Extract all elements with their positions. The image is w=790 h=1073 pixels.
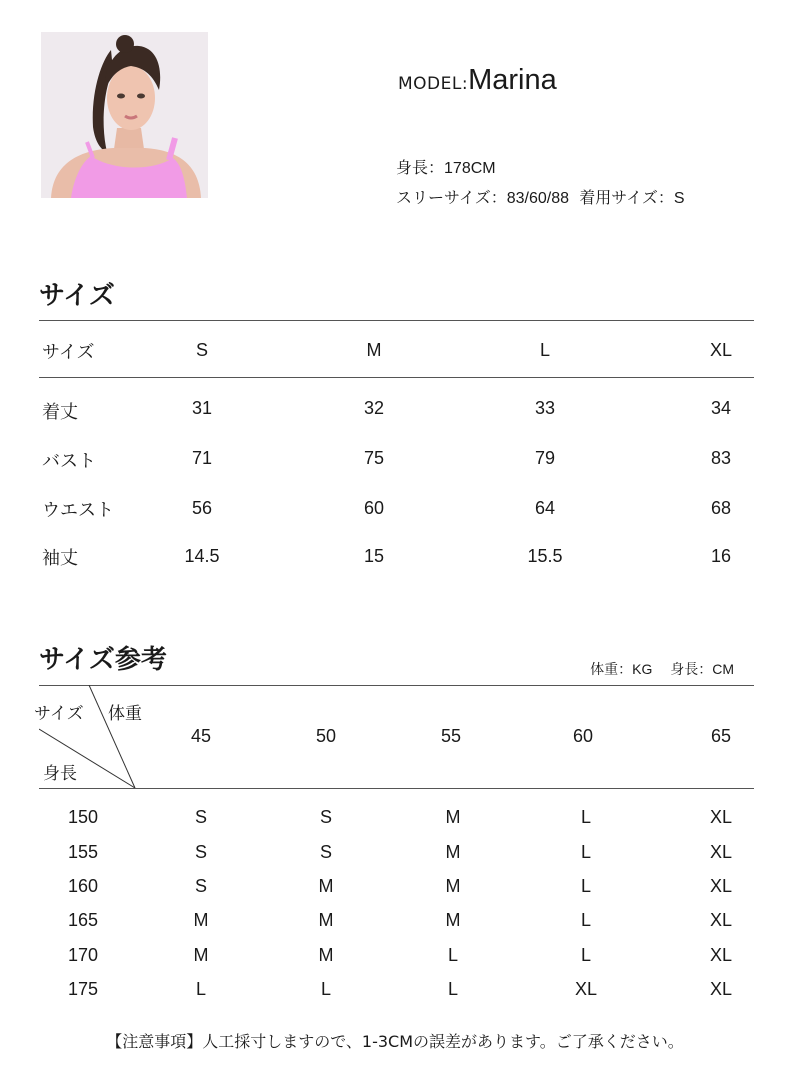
size-chart-row-label: 袖丈: [42, 548, 78, 569]
reference-cell: L: [447, 979, 459, 999]
reference-cell: M: [445, 807, 461, 827]
model-height-key: 身長：: [396, 158, 445, 177]
reference-cell: S: [194, 876, 208, 896]
reference-cell: M: [445, 876, 461, 896]
size-chart-cell: 14.5: [184, 546, 220, 566]
reference-cell: S: [194, 807, 208, 827]
model-photo: [41, 32, 208, 198]
reference-cell: XL: [709, 979, 733, 999]
reference-cell: L: [580, 876, 592, 896]
reference-cell: S: [319, 842, 333, 862]
reference-cell: XL: [709, 807, 733, 827]
reference-header-rule: [39, 788, 754, 789]
height-cell: 150: [67, 807, 99, 827]
reference-cell: XL: [709, 876, 733, 896]
size-chart-cell: 71: [191, 448, 213, 468]
reference-cell: XL: [709, 842, 733, 862]
model-wear-key: 着用サイズ：: [579, 188, 674, 207]
reference-cell: L: [447, 945, 459, 965]
reference-cell: M: [193, 910, 209, 930]
weight-header-cell: 45: [190, 726, 212, 746]
reference-cell: L: [580, 842, 592, 862]
size-chart-cell: 60: [363, 498, 385, 518]
height-cell: 165: [67, 910, 99, 930]
size-chart-header-label: サイズ: [42, 342, 95, 363]
weight-header-cell: 50: [315, 726, 337, 746]
corner-height-label: 身長: [43, 764, 77, 784]
model-measure-key: スリーサイズ：: [396, 188, 507, 207]
size-chart-title: サイズ: [39, 281, 115, 311]
size-chart-row-label: ウエスト: [42, 500, 114, 521]
size-chart-header-cell: L: [539, 340, 551, 360]
weight-header-cell: 65: [710, 726, 732, 746]
weight-header-cell: 55: [440, 726, 462, 746]
size-chart-header-cell: XL: [709, 340, 733, 360]
reference-cell: L: [195, 979, 207, 999]
reference-cell: M: [193, 945, 209, 965]
size-chart-header-rule: [39, 377, 754, 378]
reference-cell: XL: [574, 979, 598, 999]
model-height-value: 178CM: [444, 160, 496, 177]
model-wear-value: S: [673, 190, 685, 207]
reference-cell: L: [320, 979, 332, 999]
reference-cell: M: [318, 910, 334, 930]
size-chart-header-cell: M: [366, 340, 382, 360]
reference-cell: M: [445, 842, 461, 862]
size-chart-cell: 79: [534, 448, 556, 468]
size-chart-cell: 64: [534, 498, 556, 518]
reference-cell: L: [580, 807, 592, 827]
height-cell: 175: [67, 979, 99, 999]
height-cell: 155: [67, 842, 99, 862]
units-weight: KG: [632, 661, 653, 677]
model-height-line: [396, 155, 496, 178]
size-chart-cell: 33: [534, 398, 556, 418]
model-measure-line: [396, 185, 685, 208]
size-chart-cell: 68: [710, 498, 732, 518]
corner-weight-label: 体重: [108, 704, 142, 724]
reference-cell: XL: [709, 910, 733, 930]
units-height: CM: [712, 661, 734, 677]
reference-cell: L: [580, 910, 592, 930]
reference-cell: S: [319, 807, 333, 827]
reference-cell: M: [318, 945, 334, 965]
measurement-note: 【注意事項】人工採寸しますので、1-3CMの誤差があります。ご了承ください。: [106, 1032, 684, 1051]
size-chart-cell: 34: [710, 398, 732, 418]
size-chart-cell: 32: [363, 398, 385, 418]
height-cell: 170: [67, 945, 99, 965]
model-name-line: [398, 64, 557, 97]
weight-header-cell: 60: [572, 726, 594, 746]
height-cell: 160: [67, 876, 99, 896]
size-chart-cell: 31: [191, 398, 213, 418]
reference-cell: M: [318, 876, 334, 896]
model-measure-value: 83/60/88: [506, 190, 570, 207]
reference-cell: S: [194, 842, 208, 862]
reference-top-rule: [39, 685, 754, 686]
size-chart-cell: 56: [191, 498, 213, 518]
size-chart-cell: 75: [363, 448, 385, 468]
reference-title: サイズ参考: [39, 645, 167, 675]
size-chart-row-label: バスト: [42, 451, 96, 472]
model-label-key: MODEL:: [398, 74, 469, 94]
size-chart-top-rule: [39, 320, 754, 321]
size-chart-header-cell: S: [195, 340, 209, 360]
units-height-key: 身長：: [670, 662, 713, 678]
units-weight-key: 体重：: [590, 662, 633, 678]
size-chart-cell: 15.5: [527, 546, 563, 566]
reference-units: [590, 659, 734, 679]
corner-size-label: サイズ: [34, 704, 84, 724]
reference-cell: M: [445, 910, 461, 930]
size-chart-cell: 16: [710, 546, 732, 566]
reference-cell: XL: [709, 945, 733, 965]
size-chart-cell: 83: [710, 448, 732, 468]
size-chart-row-label: 着丈: [42, 402, 78, 423]
model-name: Marina: [468, 64, 557, 96]
reference-cell: L: [580, 945, 592, 965]
size-chart-cell: 15: [363, 546, 385, 566]
